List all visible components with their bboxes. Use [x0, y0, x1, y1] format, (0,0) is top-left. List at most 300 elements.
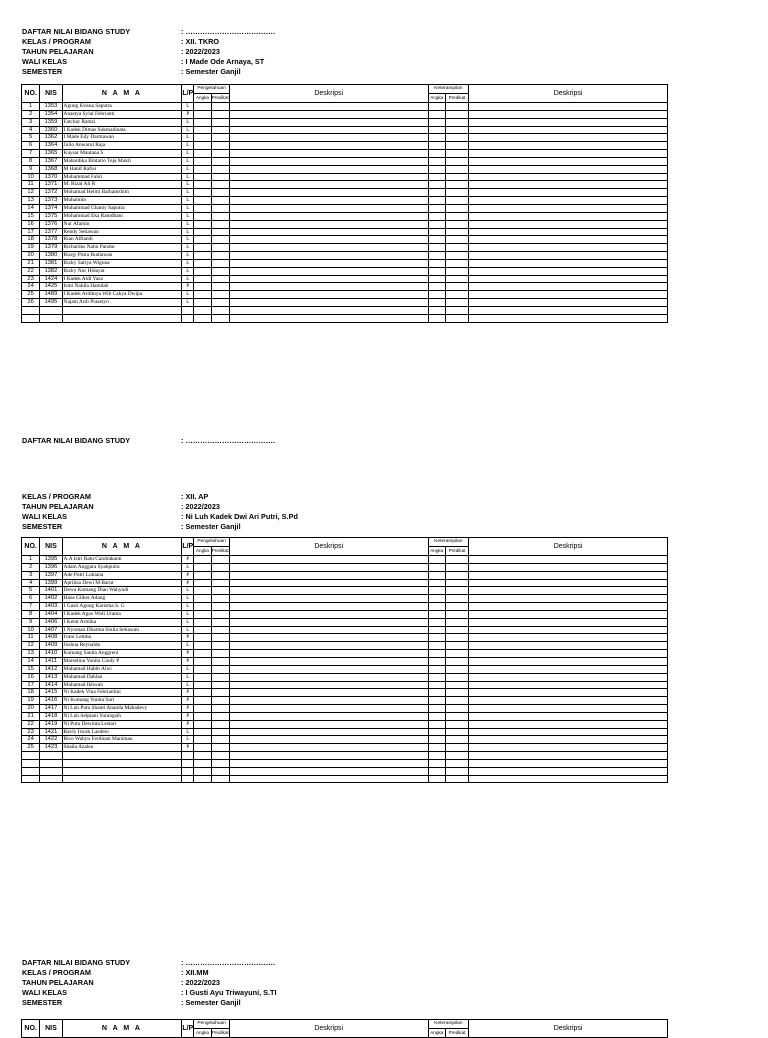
student-nis: 1397 — [40, 571, 62, 579]
student-row — [22, 142, 668, 150]
deskripsi-keterampilan-cell — [469, 134, 668, 142]
pengetahuan-angka-cell — [194, 728, 211, 736]
empty-cell — [445, 752, 468, 760]
student-nama: Ni Luh Selpiani Yuningsih — [62, 712, 182, 720]
empty-cell — [40, 306, 62, 314]
keterampilan-predikat-cell — [445, 142, 468, 150]
empty-cell — [194, 752, 211, 760]
student-lp: P — [182, 689, 194, 697]
deskripsi-keterampilan-cell — [469, 181, 668, 189]
student-nis: 1380 — [40, 252, 62, 260]
student-row — [22, 571, 668, 579]
empty-cell — [229, 767, 428, 775]
student-lp: L — [182, 118, 194, 126]
pengetahuan-angka-cell — [194, 150, 211, 158]
student-nama: I Kadek Aldi Yasa — [62, 275, 182, 283]
empty-cell — [445, 759, 468, 767]
deskripsi-keterampilan-cell — [469, 587, 668, 595]
pengetahuan-angka-cell — [194, 259, 211, 267]
keterampilan-angka-cell — [428, 728, 445, 736]
student-lp: L — [182, 267, 194, 275]
tahun-value: : 2022/2023 — [181, 47, 220, 57]
deskripsi-pengetahuan-cell — [229, 697, 428, 705]
student-no: 12 — [22, 642, 40, 650]
student-nama: I Nyoman Dharma Sinila Setiawan — [62, 626, 182, 634]
keterampilan-angka-cell — [428, 126, 445, 134]
student-no: 5 — [22, 134, 40, 142]
student-nama: Mohamad Helmi Baihamshim — [62, 189, 182, 197]
deskripsi-pengetahuan-cell — [229, 150, 428, 158]
student-nama: Hans Gilker Adang — [62, 595, 182, 603]
keterampilan-angka-cell — [428, 720, 445, 728]
student-nama: I Kadek Agus Widi Utama — [62, 610, 182, 618]
pengetahuan-angka-cell — [194, 220, 211, 228]
keterampilan-predikat-cell — [445, 275, 468, 283]
student-lp: L — [182, 603, 194, 611]
student-lp: L — [182, 681, 194, 689]
student-no: 9 — [22, 165, 40, 173]
pengetahuan-predikat-cell — [211, 150, 229, 158]
pengetahuan-predikat-header: Predikat — [211, 547, 229, 556]
student-no: 10 — [22, 626, 40, 634]
pengetahuan-predikat-cell — [211, 236, 229, 244]
student-no: 22 — [22, 720, 40, 728]
student-nis: 1378 — [40, 236, 62, 244]
student-row — [22, 212, 668, 220]
keterampilan-predikat-cell — [445, 181, 468, 189]
student-nis: 1412 — [40, 665, 62, 673]
student-nama: Fatchur Ramzi — [62, 118, 182, 126]
student-nis: 1370 — [40, 173, 62, 181]
keterampilan-predikat-header: Predikat — [445, 1029, 468, 1038]
empty-cell — [22, 314, 40, 322]
keterampilan-predikat-cell — [445, 212, 468, 220]
pengetahuan-predikat-cell — [211, 595, 229, 603]
pengetahuan-predikat-cell — [211, 173, 229, 181]
student-nama: Agung Krisna Saputra — [62, 103, 182, 111]
student-row — [22, 744, 668, 752]
student-nis: 1382 — [40, 267, 62, 275]
student-row — [22, 126, 668, 134]
student-row — [22, 283, 668, 291]
pengetahuan-predikat-cell — [211, 267, 229, 275]
student-lp: P — [182, 712, 194, 720]
pengetahuan-angka-cell — [194, 720, 211, 728]
student-no: 8 — [22, 610, 40, 618]
deskripsi-pengetahuan-cell — [229, 657, 428, 665]
pengetahuan-predikat-cell — [211, 189, 229, 197]
student-no: 22 — [22, 267, 40, 275]
empty-cell — [62, 314, 182, 322]
tahun-row — [22, 47, 422, 57]
keterampilan-angka-cell — [428, 197, 445, 205]
deskripsi-keterampilan-cell — [469, 189, 668, 197]
pengetahuan-angka-cell — [194, 157, 211, 165]
semester-value: : Semester Ganjil — [181, 67, 241, 77]
student-row — [22, 259, 668, 267]
student-nis: 1372 — [40, 189, 62, 197]
pengetahuan-angka-cell — [194, 204, 211, 212]
pengetahuan-predikat-cell — [211, 244, 229, 252]
student-row — [22, 291, 668, 299]
student-nis: 1411 — [40, 657, 62, 665]
student-nama: Rendy Setiawan — [62, 228, 182, 236]
student-row — [22, 673, 668, 681]
keterampilan-predikat-cell — [445, 563, 468, 571]
pengetahuan-predikat-cell — [211, 110, 229, 118]
pengetahuan-predikat-cell — [211, 556, 229, 564]
student-no: 17 — [22, 228, 40, 236]
deskripsi-pengetahuan-cell — [229, 626, 428, 634]
student-nama: Kaysar Maulana S — [62, 150, 182, 158]
col-no-header: NO. — [22, 1020, 40, 1038]
student-no: 18 — [22, 236, 40, 244]
empty-cell — [428, 775, 445, 783]
student-nama: Mohammad Eka Ramdhani — [62, 212, 182, 220]
student-nis: 1376 — [40, 220, 62, 228]
empty-cell — [40, 314, 62, 322]
pengetahuan-predikat-cell — [211, 283, 229, 291]
keterampilan-predikat-cell — [445, 650, 468, 658]
student-row — [22, 650, 668, 658]
kelas-label: KELAS / PROGRAM — [22, 492, 91, 501]
student-nama: Richardus Nahu Pandur — [62, 244, 182, 252]
pengetahuan-predikat-cell — [211, 157, 229, 165]
student-lp: L — [182, 587, 194, 595]
pengetahuan-angka-cell — [194, 673, 211, 681]
deskripsi-pengetahuan-cell — [229, 252, 428, 260]
student-row — [22, 118, 668, 126]
bidang-study-value: : ………………………………. — [181, 958, 276, 967]
kelas-row — [22, 492, 422, 502]
empty-cell — [469, 752, 668, 760]
student-row — [22, 697, 668, 705]
deskripsi-keterampilan-cell — [469, 157, 668, 165]
empty-cell — [182, 314, 194, 322]
keterampilan-predikat-cell — [445, 267, 468, 275]
pengetahuan-angka-cell — [194, 626, 211, 634]
deskripsi-pengetahuan-cell — [229, 610, 428, 618]
keterampilan-predikat-cell — [445, 579, 468, 587]
deskripsi-pengetahuan-cell — [229, 197, 428, 205]
empty-cell — [22, 759, 40, 767]
deskripsi-pengetahuan-cell — [229, 712, 428, 720]
student-row — [22, 252, 668, 260]
deskripsi-keterampilan-cell — [469, 259, 668, 267]
student-nama: M Hanif Rafisi — [62, 165, 182, 173]
pengetahuan-angka-cell — [194, 126, 211, 134]
deskripsi-pengetahuan-cell — [229, 173, 428, 181]
deskripsi-pengetahuan-cell — [229, 650, 428, 658]
keterampilan-angka-cell — [428, 110, 445, 118]
student-lp: P — [182, 571, 194, 579]
student-no: 2 — [22, 563, 40, 571]
student-row — [22, 556, 668, 564]
wali-label: WALI KELAS — [22, 512, 67, 522]
student-lp: P — [182, 705, 194, 713]
keterampilan-header: Keterampilan — [428, 538, 469, 547]
keterampilan-predikat-cell — [445, 150, 468, 158]
keterampilan-predikat-cell — [445, 110, 468, 118]
keterampilan-angka-cell — [428, 657, 445, 665]
keterampilan-predikat-cell — [445, 728, 468, 736]
deskripsi-keterampilan-cell — [469, 697, 668, 705]
wali-row — [22, 57, 422, 67]
header-row — [22, 538, 668, 547]
keterampilan-predikat-cell — [445, 283, 468, 291]
student-nama: Ivani Lemba — [62, 634, 182, 642]
empty-cell — [62, 759, 182, 767]
pengetahuan-angka-cell — [194, 603, 211, 611]
keterampilan-angka-cell — [428, 236, 445, 244]
student-no: 17 — [22, 681, 40, 689]
keterampilan-predikat-cell — [445, 299, 468, 307]
keterampilan-predikat-cell — [445, 244, 468, 252]
keterampilan-predikat-cell — [445, 220, 468, 228]
bidang-study-value: : ………………………………. — [181, 436, 276, 445]
empty-cell — [194, 314, 211, 322]
deskripsi-pengetahuan-cell — [229, 744, 428, 752]
student-row — [22, 103, 668, 111]
student-row — [22, 712, 668, 720]
pengetahuan-angka-cell — [194, 657, 211, 665]
kelas-label: KELAS / PROGRAM — [22, 968, 91, 978]
student-row — [22, 728, 668, 736]
deskripsi-keterampilan-cell — [469, 283, 668, 291]
student-no: 11 — [22, 181, 40, 189]
student-nama: I Made Edy Darmawan — [62, 134, 182, 142]
student-no: 25 — [22, 291, 40, 299]
student-no: 11 — [22, 634, 40, 642]
pengetahuan-angka-cell — [194, 744, 211, 752]
keterampilan-angka-cell — [428, 212, 445, 220]
keterampilan-angka-cell — [428, 650, 445, 658]
empty-cell — [428, 759, 445, 767]
pengetahuan-angka-cell — [194, 142, 211, 150]
keterampilan-angka-cell — [428, 610, 445, 618]
deskripsi-keterampilan-cell — [469, 212, 668, 220]
pengetahuan-angka-cell — [194, 197, 211, 205]
student-no: 13 — [22, 197, 40, 205]
student-nama: Ismi Nabila Hamdah — [62, 283, 182, 291]
tahun-label: TAHUN PELAJARAN — [22, 502, 94, 512]
student-lp: L — [182, 220, 194, 228]
student-nama: Ni Luh Putu Shanti Ananda Mahadevy — [62, 705, 182, 713]
pengetahuan-predikat-cell — [211, 103, 229, 111]
student-nama: I Kadek Dimas Sukmadinata — [62, 126, 182, 134]
keterampilan-predikat-cell — [445, 197, 468, 205]
deskripsi-pengetahuan-cell — [229, 126, 428, 134]
keterampilan-angka-cell — [428, 556, 445, 564]
pengetahuan-predikat-cell — [211, 197, 229, 205]
student-nama: Adam Anggara Syahputra — [62, 563, 182, 571]
student-row — [22, 657, 668, 665]
student-no: 8 — [22, 157, 40, 165]
deskripsi-keterampilan-cell — [469, 744, 668, 752]
student-nama: Julio Anwarul Raja — [62, 142, 182, 150]
deskripsi-pengetahuan-cell — [229, 728, 428, 736]
pengetahuan-angka-cell — [194, 212, 211, 220]
student-nis: 1381 — [40, 259, 62, 267]
deskripsi-pengetahuan-cell — [229, 579, 428, 587]
student-nis: 1424 — [40, 275, 62, 283]
student-nis: 1354 — [40, 110, 62, 118]
empty-cell — [445, 767, 468, 775]
student-lp: L — [182, 626, 194, 634]
deskripsi-keterampilan-header: Deskripsi — [469, 1020, 668, 1038]
student-no: 14 — [22, 204, 40, 212]
pengetahuan-header: Pengetahuan — [194, 1020, 230, 1029]
student-nis: 1416 — [40, 697, 62, 705]
empty-cell — [62, 752, 182, 760]
deskripsi-pengetahuan-cell — [229, 603, 428, 611]
student-no: 6 — [22, 142, 40, 150]
col-nis-header: NIS — [40, 85, 62, 103]
grade-table-1 — [21, 84, 668, 323]
deskripsi-pengetahuan-cell — [229, 212, 428, 220]
empty-cell — [22, 752, 40, 760]
keterampilan-predikat-cell — [445, 228, 468, 236]
deskripsi-keterampilan-cell — [469, 150, 668, 158]
empty-cell — [469, 314, 668, 322]
empty-cell — [182, 759, 194, 767]
keterampilan-predikat-cell — [445, 126, 468, 134]
student-nama: Ravly Irwan Lasdeto — [62, 728, 182, 736]
student-no: 4 — [22, 126, 40, 134]
deskripsi-pengetahuan-cell — [229, 236, 428, 244]
student-nis: 1419 — [40, 720, 62, 728]
student-no: 23 — [22, 275, 40, 283]
pengetahuan-predikat-cell — [211, 681, 229, 689]
empty-cell — [428, 314, 445, 322]
empty-cell — [211, 767, 229, 775]
student-no: 9 — [22, 618, 40, 626]
student-no: 10 — [22, 173, 40, 181]
pengetahuan-angka-header: Angka — [194, 547, 211, 556]
keterampilan-angka-cell — [428, 291, 445, 299]
wali-value: : I Gusti Ayu Triwayuni, S.TI — [181, 988, 277, 998]
pengetahuan-angka-cell — [194, 228, 211, 236]
empty-cell — [469, 775, 668, 783]
pengetahuan-angka-cell — [194, 634, 211, 642]
student-nis: 1365 — [40, 150, 62, 158]
student-lp: L — [182, 173, 194, 181]
student-row — [22, 665, 668, 673]
deskripsi-pengetahuan-cell — [229, 228, 428, 236]
student-no: 26 — [22, 299, 40, 307]
keterampilan-predikat-cell — [445, 118, 468, 126]
pengetahuan-angka-cell — [194, 642, 211, 650]
keterampilan-predikat-cell — [445, 252, 468, 260]
empty-cell — [22, 775, 40, 783]
pengetahuan-angka-cell — [194, 618, 211, 626]
student-no: 2 — [22, 110, 40, 118]
pengetahuan-angka-cell — [194, 571, 211, 579]
student-no: 23 — [22, 728, 40, 736]
keterampilan-angka-cell — [428, 712, 445, 720]
student-lp: L — [182, 736, 194, 744]
deskripsi-keterampilan-cell — [469, 267, 668, 275]
keterampilan-predikat-cell — [445, 259, 468, 267]
pengetahuan-angka-cell — [194, 563, 211, 571]
pengetahuan-predikat-cell — [211, 657, 229, 665]
keterampilan-angka-cell — [428, 165, 445, 173]
pengetahuan-angka-cell — [194, 165, 211, 173]
col-no-header: NO. — [22, 538, 40, 556]
empty-cell — [40, 775, 62, 783]
empty-cell — [229, 306, 428, 314]
deskripsi-pengetahuan-cell — [229, 134, 428, 142]
student-nis: 1413 — [40, 673, 62, 681]
student-lp: L — [182, 244, 194, 252]
deskripsi-keterampilan-cell — [469, 165, 668, 173]
pengetahuan-angka-cell — [194, 252, 211, 260]
keterampilan-angka-cell — [428, 150, 445, 158]
student-lp: P — [182, 744, 194, 752]
student-no: 15 — [22, 212, 40, 220]
keterampilan-predikat-cell — [445, 157, 468, 165]
pengetahuan-angka-cell — [194, 665, 211, 673]
empty-row — [22, 775, 668, 783]
empty-cell — [445, 775, 468, 783]
keterampilan-angka-cell — [428, 736, 445, 744]
keterampilan-angka-cell — [428, 142, 445, 150]
student-nama: Muhamad Ikhwan — [62, 681, 182, 689]
student-no: 3 — [22, 118, 40, 126]
semester-row — [22, 998, 422, 1008]
pengetahuan-predikat-cell — [211, 275, 229, 283]
student-no: 24 — [22, 736, 40, 744]
keterampilan-predikat-cell — [445, 165, 468, 173]
student-nama: Joshua Reynaldo — [62, 642, 182, 650]
bidang-study-value: : ………………………………. — [181, 27, 276, 36]
section-3-header — [22, 958, 422, 1008]
pengetahuan-angka-cell — [194, 689, 211, 697]
student-nis: 1415 — [40, 689, 62, 697]
pengetahuan-angka-cell — [194, 275, 211, 283]
keterampilan-angka-cell — [428, 642, 445, 650]
student-no: 21 — [22, 259, 40, 267]
keterampilan-angka-cell — [428, 579, 445, 587]
student-nis: 1407 — [40, 626, 62, 634]
keterampilan-angka-cell — [428, 571, 445, 579]
student-lp: P — [182, 657, 194, 665]
col-lp-header: L/P — [182, 85, 194, 103]
deskripsi-pengetahuan-cell — [229, 736, 428, 744]
keterampilan-predikat-cell — [445, 736, 468, 744]
pengetahuan-predikat-cell — [211, 744, 229, 752]
student-row — [22, 603, 668, 611]
deskripsi-pengetahuan-cell — [229, 165, 428, 173]
keterampilan-predikat-cell — [445, 189, 468, 197]
bidang-study-label: DAFTAR NILAI BIDANG STUDY — [22, 958, 131, 967]
student-row — [22, 197, 668, 205]
keterampilan-predikat-cell — [445, 204, 468, 212]
pengetahuan-angka-cell — [194, 283, 211, 291]
student-nis: 1403 — [40, 603, 62, 611]
wali-label: WALI KELAS — [22, 988, 67, 998]
pengetahuan-angka-cell — [194, 705, 211, 713]
student-lp: P — [182, 634, 194, 642]
student-lp: L — [182, 212, 194, 220]
pengetahuan-predikat-cell — [211, 259, 229, 267]
student-no: 14 — [22, 657, 40, 665]
pengetahuan-angka-header: Angka — [194, 1029, 211, 1038]
student-lp: P — [182, 556, 194, 564]
deskripsi-keterampilan-cell — [469, 650, 668, 658]
empty-cell — [469, 306, 668, 314]
section-2-header — [22, 492, 422, 532]
